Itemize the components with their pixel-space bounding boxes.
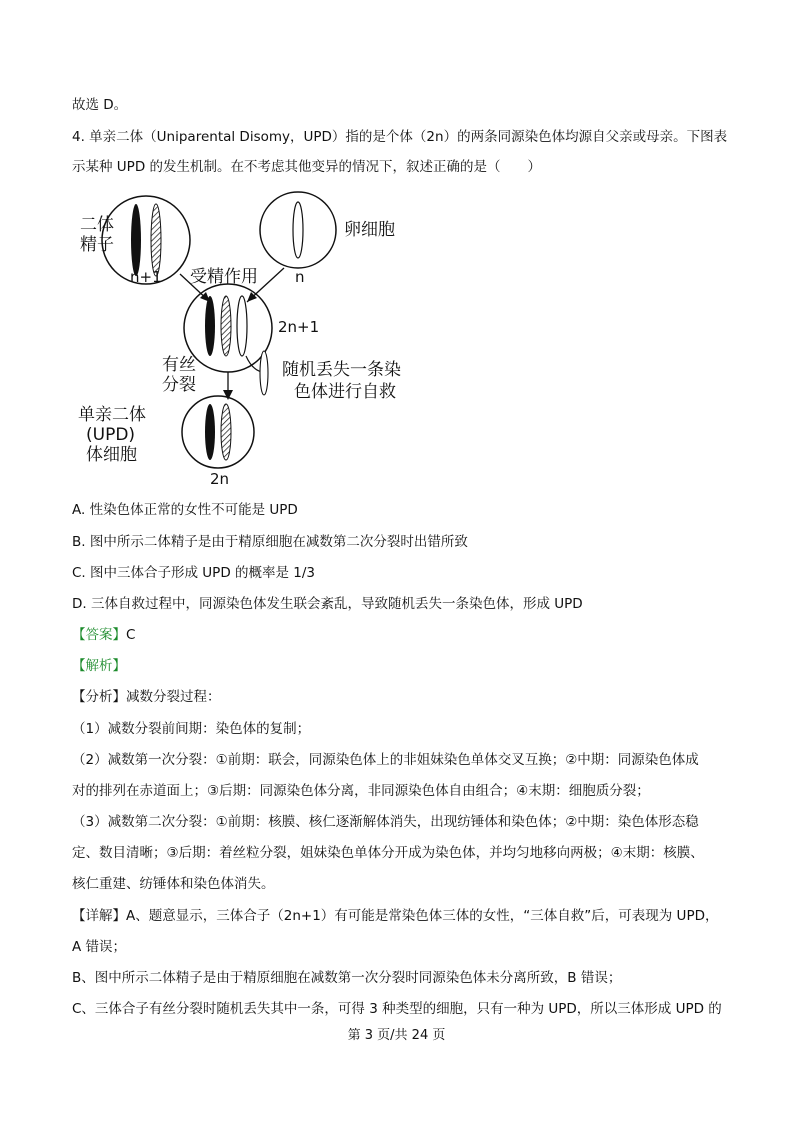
question-4-line2: 示某种 UPD 的发生机制。在不考虑其他变异的情况下，叙述正确的是（ ） xyxy=(72,159,541,175)
detail-line3: B、图中所示二体精子是由于精原细胞在减数第一次分裂时同源染色体未分离所致，B 错误； xyxy=(72,970,622,986)
analysis-tag: 【解析】 xyxy=(72,658,126,674)
option-d: D. 三体自救过程中，同源染色体发生联会紊乱，导致随机丢失一条染色体，形成 UPD xyxy=(72,596,583,612)
answer-tag: 【答案】 xyxy=(72,627,126,643)
upd-label-1: 单亲二体 xyxy=(78,405,146,425)
upd-n-label: 2n xyxy=(210,470,230,488)
lose-label-2: 色体进行自救 xyxy=(294,382,396,402)
para-2-line2: 对的排列在赤道面上；③后期：同源染色体分离，非同源染色体自由组合；④末期：细胞质分裂； xyxy=(72,783,650,799)
lose-label-1: 随机丢失一条染 xyxy=(282,360,401,380)
lost-chromosome xyxy=(260,351,268,395)
option-a: A. 性染色体正常的女性不可能是 UPD xyxy=(72,502,298,518)
answer-line xyxy=(72,625,135,645)
text-line: 故选 D。 xyxy=(72,97,128,113)
mitosis-label-1: 有丝 xyxy=(162,355,196,375)
para-2-line1: （2）减数第一次分裂：①前期：联会，同源染色体上的非姐妹染色单体交叉互换；②中期：同源染色体成 xyxy=(72,752,699,768)
chromosome-white xyxy=(293,202,303,258)
para-3-line3: 核仁重建、纺锤体和染色体消失。 xyxy=(72,876,275,892)
fertilization-label: 受精作用 xyxy=(190,267,258,287)
sperm-label-1: 二体 xyxy=(80,215,114,235)
upd-mechanism-diagram xyxy=(72,190,432,490)
option-c: C. 图中三体合子形成 UPD 的概率是 1/3 xyxy=(72,565,316,581)
detail-line2: A 错误； xyxy=(72,939,127,955)
upd-cell xyxy=(182,396,254,468)
egg-n-label: n xyxy=(295,268,305,286)
detail-line1: 【详解】A、题意显示，三体合子（2n+1）有可能是常染色体三体的女性，“三体自救”后，可表现为 UPD， xyxy=(72,908,719,924)
chromosome-dark xyxy=(131,204,141,276)
chromosome-hatched xyxy=(151,204,161,276)
option-b: B. 图中所示二体精子是由于精原细胞在减数第二次分裂时出错所致 xyxy=(72,534,468,550)
answer-value: C xyxy=(126,627,136,643)
question-4-line1: 4. 单亲二体（Uniparental Disomy，UPD）指的是个体（2n）的两条同源染色体均源自父亲或母亲。下图表 xyxy=(72,129,728,145)
fenxi-line: 【分析】减数分裂过程： xyxy=(72,689,221,705)
upd-label-3: 体细胞 xyxy=(86,445,137,465)
sperm-label-2: 精子 xyxy=(80,235,114,255)
zygote-n-label: 2n+1 xyxy=(278,318,320,336)
para-3-line1: （3）减数第二次分裂：①前期：核膜、核仁逐渐解体消失，出现纺锤体和染色体；②中期：染色体形态稳 xyxy=(72,814,699,830)
sperm-n-label: n+1 xyxy=(130,268,162,286)
upd-label-2: (UPD) xyxy=(86,425,136,445)
mitosis-label-2: 分裂 xyxy=(162,375,196,395)
para-1: （1）减数分裂前间期：染色体的复制； xyxy=(72,721,311,737)
egg-label: 卵细胞 xyxy=(344,220,395,240)
page-footer: 第 3 页/共 24 页 xyxy=(347,1028,446,1043)
para-3-line2: 定、数目清晰；③后期：着丝粒分裂，姐妹染色单体分开成为染色体，并均匀地移向两极；④末期：核膜、 xyxy=(72,845,704,861)
detail-line4: C、三体合子有丝分裂时随机丢失其中一条，可得 3 种类型的细胞，只有一种为 UPD，所以三体形成 UPD 的 xyxy=(72,1001,722,1017)
